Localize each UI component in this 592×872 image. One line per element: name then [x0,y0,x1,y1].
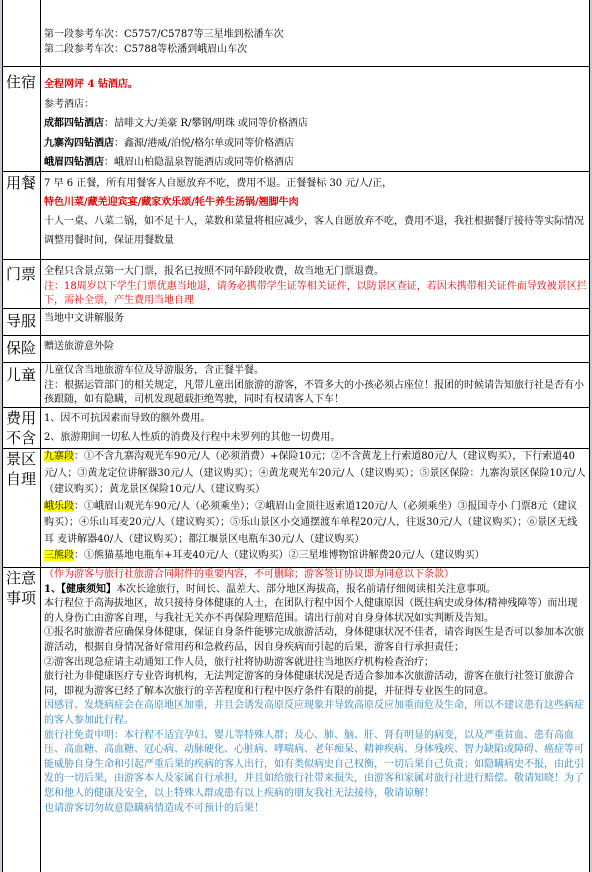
hotel-name: 成都四钻酒店 [44,118,104,129]
train-row [3,0,589,67]
tickets-note: 注：18周岁以下学生门票优惠当地退，请务必携带学生证等相关证件，以防景区查证，若因未携带相关证件而导致被景区拦下，需补全票，产生费用当地自理 [44,280,587,306]
emei-tag: 峨乐段 [44,500,74,512]
notes-label-2: 事项 [6,589,37,607]
selfpay-label-2: 自理 [6,470,37,488]
health-heading [44,583,587,598]
tickets-label: 门票 [3,260,41,308]
notes-p4: 旅行社为非健康医疗专业咨询机构，无法判定游客的身体健康状况是否适合参加本次旅游活动，游客在旅行社签订旅游合同，即视为游客已经了解本次旅行的辛苦程度和行程中医疗条件有限的前提，并征得专业医生的同意。 [44,671,574,697]
hotel-list: ：喆啡文大/美豪 R/攀钢/明珠 或同等价格酒店 [104,118,308,129]
excluded-line-1: 1、因不可抗因素而导致的额外费用。 [44,413,211,424]
children-label: 儿童 [3,363,41,407]
children-line-2: 注：根据运管部门的相关规定，凡带儿童出团旅游的游客，不管多大的小孩必须占座位！报团的时候请告知旅行社是否有小孩跟随，如有隐瞒，司机发现超载拒绝驾驶，同时有权请客人下车！ [44,379,584,405]
hotel-item [44,114,587,134]
hotel-item [44,153,587,173]
notes-p2: ①报名时旅游者应确保身体健康，保证自身条件能够完成旅游活动，身体健康状况不佳者，请咨询医生是否可以参加本次旅游活动，根据自身情况备好常用药和急救药品，因自身疾病而引起的后果，游客自行承担责任； [44,627,584,653]
selfpay-emei [44,499,587,549]
hotel-list: ：峨眉山柏隐温泉智能酒店或同等价格酒店 [104,157,294,168]
tickets-line-1: 全程只含景点第一大门票，报名已按照不同年龄段收费，故当地无门票退费。 [44,266,384,277]
insurance-text: 赠送旅游意外险 [44,341,114,352]
guide-text: 当地中文讲解服务 [44,313,124,324]
excluded-label-1: 费用 [6,409,37,427]
excluded-label-2: 不含 [6,429,37,447]
itinerary-table [2,0,590,872]
guide-label: 导服 [3,309,41,335]
meals-row [3,172,589,260]
selfpay-jiuzhai [44,449,587,499]
meals-line-2: 十人一桌、八菜二锅，如不足十人，菜数和菜量将相应减少，客人自愿放弃不吃，费用不退，我社根据餐厅接待等实际情况调整用餐时间，保证用餐数量 [44,216,584,246]
notes-blue-1: 因感冒、发烧病症会在高原地区加重，并且会诱发高原反应现象并导致高原反应加重而危及生命，所以不建议患有这些病症的客人参加此行程。 [44,700,584,726]
excluded-row [3,408,589,449]
insurance-label: 保险 [3,336,41,362]
hotel-item [44,134,587,154]
train-line-2: 第二段参考车次：C5788等松潘到峨眉山车次 [44,43,248,55]
meals-special: 特色川菜/藏羌迎宾宴/藏家欢乐颂/牦牛养生汤锅/翘脚牛肉 [44,197,299,208]
hotel-name: 九寨沟四钻酒店 [44,137,114,149]
hotel-name: 峨眉四钻酒店 [44,157,104,168]
sanxiong-text: ：①熊猫基地电瓶车+耳麦40元/人（建议购买）②三星堆博物馆讲解费20元/人（建议购买） [74,550,485,561]
jiuzhai-tag: 九寨段 [44,451,74,462]
selfpay-label [3,449,41,567]
meals-line-1: 7 早 6 正餐，所有用餐客人自愿放弃不吃，费用不退。正餐餐标 30 元/人/正， [44,178,393,189]
guide-row [3,309,589,336]
meals-label: 用餐 [3,172,41,259]
notes-p1: 本行程位于高海拔地区，故只接待身体健康的人士，在团队行程中因个人健康原因（既往病史或身体/精神残障等）而出现的人身伤亡由游客自理，与我社无关亦不再保险理赔范围。请出行前对自身身体状况如实判断及告知。 [44,598,578,624]
sanxiong-tag: 三熊段 [44,550,74,561]
emei-text: ：①峨眉山观光车90元/人（必须乘坐）；②峨眉山金顶往返索道120元/人（必须乘坐）③报国寺小 门票8元（建议购买）；④乐山耳麦20元/人（建议购买）；⑤乐山景区小交通摆渡车单程20元/人，往返30元/人（建议购买）；⑥景区无线耳 麦讲解器40/人（建议购买）；都江堰景区电瓶车30元/人（建议购买） [44,500,578,545]
health-head: 1、【健康须知】 [44,583,116,595]
selfpay-sanxiong [44,548,587,565]
notes-row [3,568,589,872]
lodging-headline: 全程网评 4 钻酒店。 [44,79,138,90]
children-row [3,363,589,408]
notes-label-1: 注意 [6,569,37,587]
jiuzhai-text: ：①不含九寨沟观光车90元/人（必须消费）+保险10元；②不含黄龙上行索道80元/人（建议购买），下行索道40元/人；③黄龙定位讲解器30元/人（建议购买）；④黄龙观光车20元/人（建议购买）；⑤景区保险：九寨沟景区保险10元/人（建议购买）；黄龙景区保险10元/人（建议购买） [44,451,586,495]
lodging-label: 住宿 [3,67,41,171]
excluded-label [3,408,41,448]
health-text: 本次长途旅行，时间长、温差大、部分地区海拔高，报名前请仔细阅读相关注意事项。 [115,583,496,595]
hotel-list: ：鑫源/港威/泊悦/格尔单或同等价格酒店 [114,137,295,149]
children-line-1: 儿童仅含当地旅游车位及导游服务，含正餐半餐。 [44,365,264,376]
notes-p3: ②游客出现急症请主动通知工作人员，旅行社将协助游客就进往当地医疗机构检查治疗； [44,656,434,668]
train-line-1: 第一段参考车次：C5757/C5787等三星堆到松潘车次 [44,29,284,40]
notes-blue-3: 也请游客切勿故意隐瞒病情造成不可预计的后果！ [44,802,264,814]
insurance-row [3,336,589,363]
notes-label [3,568,41,872]
lodging-ref-label: 参考酒店： [44,98,94,110]
excluded-line-2: 2、旅游期间一切私人性质的消费及行程中未罗列的其他一切费用。 [44,432,341,443]
lodging-row [3,67,589,172]
selfpay-row [3,449,589,568]
selfpay-label-1: 景区 [6,450,37,468]
tickets-row [3,260,589,309]
notes-warning: （作为游客与旅行社旅游合同附件的重要内容，不可删除；游客签订协议即为同意以下条款） [44,569,454,580]
train-label-cell [3,0,41,66]
notes-blue-2: 旅行社免责申明：本行程不适宜孕妇、婴儿等特殊人群；及心、肺、脑、肝、肾有明显的病变，以及严重贫血、患有高血压、高血糖、高血糖、冠心病、动脉硬化、心脏病、哮喘病、老年痴呆、精神疾病、身体残疾、智力缺陷或障碍、癌症等可能威胁自身生命和引起严重后果的疾病的客人出行，如有类似病史自己权衡，一切后果自己负责；如隐瞒病史不报，由此引发的一切后果，由游客本人及家属自行承担，并且如给旅行社带来损失，由游客和家属对旅行社进行赔偿。敬请知晓！为了您和他人的健康及安全，以上特殊人群或患有以上疾病的朋友我社无法接待，敬请谅解！ [44,729,584,799]
